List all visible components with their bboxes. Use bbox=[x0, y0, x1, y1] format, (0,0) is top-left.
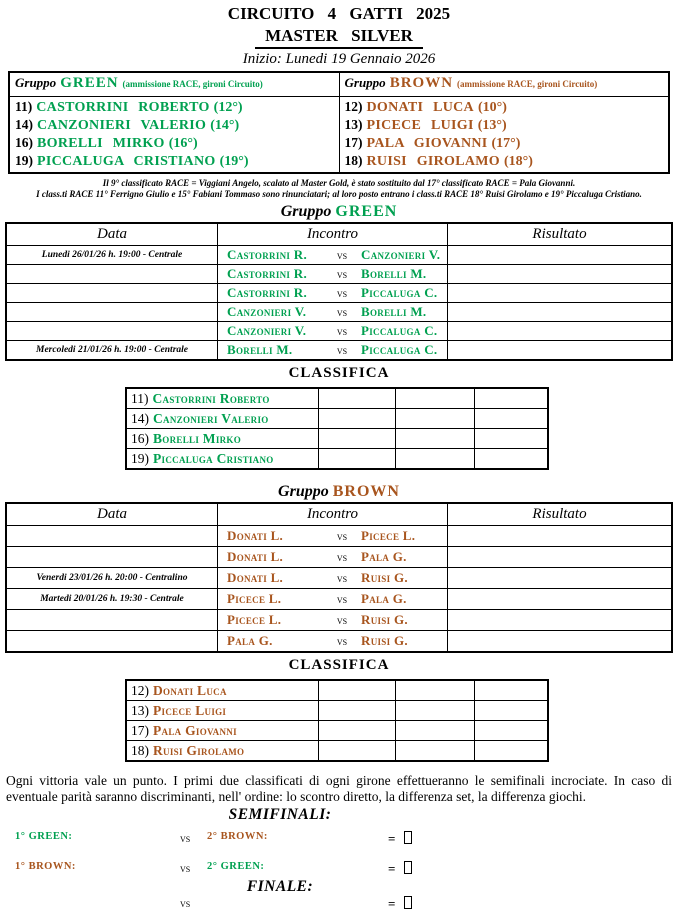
semifinal-slot-right: 2° BROWN: bbox=[207, 831, 268, 842]
brown-match-table bbox=[5, 502, 673, 653]
points-cell bbox=[319, 429, 396, 449]
vs-label: vs bbox=[180, 896, 191, 910]
points-cell bbox=[396, 701, 475, 721]
table-row: 12) Donati Luca bbox=[126, 680, 548, 701]
points-cell bbox=[475, 429, 549, 449]
list-item: 18) RUISI GIROLAMO (18°) bbox=[344, 153, 533, 169]
table-row: 14) Canzonieri Valerio bbox=[126, 409, 548, 429]
group-green-name: GREEN bbox=[60, 75, 119, 91]
group-brown-members bbox=[339, 97, 669, 174]
equals-sign: = bbox=[388, 896, 396, 911]
points-cell bbox=[319, 449, 396, 470]
green-match-table bbox=[5, 222, 673, 361]
table-header-row: Data Incontro Risultato bbox=[6, 503, 672, 526]
table-row: Donati L. vs Pala G. bbox=[6, 547, 672, 568]
table-row: 18) Ruisi Girolamo bbox=[126, 741, 548, 762]
table-row: 19) Piccaluga Cristiano bbox=[126, 449, 548, 470]
points-cell bbox=[396, 449, 475, 470]
group-brown-header bbox=[339, 72, 669, 97]
result-box bbox=[404, 861, 412, 874]
table-row: Martedi 20/01/26 h. 19:30 - Centrale Picece L. vs Pala G. bbox=[6, 589, 672, 610]
result-cell bbox=[448, 284, 673, 303]
table-row: Canzonieri V. vs Borelli M. bbox=[6, 303, 672, 322]
table-row: Canzonieri V. vs Piccaluga C. bbox=[6, 322, 672, 341]
green-classifica-table bbox=[125, 387, 549, 470]
groups-members-row bbox=[9, 97, 669, 174]
points-cell bbox=[319, 409, 396, 429]
table-row: Castorrini R. vs Borelli M. bbox=[6, 265, 672, 284]
brown-classifica-title: CLASSIFICA bbox=[288, 657, 390, 673]
result-box bbox=[404, 831, 412, 844]
group-brown-prefix: Gruppo bbox=[344, 75, 386, 90]
table-row: Mercoledi 21/01/26 h. 19:00 - Centrale Borelli M. vs Piccaluga C. bbox=[6, 341, 672, 361]
semifinal-slot-right: 2° GREEN: bbox=[207, 861, 265, 872]
list-item: 14) CANZONIERI VALERIO (14°) bbox=[15, 117, 240, 133]
points-cell bbox=[396, 409, 475, 429]
group-brown-admission: (ammissione RACE, gironi Circuito) bbox=[457, 79, 598, 89]
rules-paragraph: Ogni vittoria vale un punto. I primi due classificati di ogni girone effettueranno le semifinali incrociate. In caso di eventuale parità saranno discriminanti, nell' ordine: lo scontro diretto, la differenza set, la differenza giochi. bbox=[6, 773, 672, 804]
result-cell bbox=[448, 610, 673, 631]
points-cell bbox=[475, 680, 549, 701]
points-cell bbox=[475, 741, 549, 762]
points-cell bbox=[319, 701, 396, 721]
points-cell bbox=[319, 680, 396, 701]
points-cell bbox=[475, 388, 549, 409]
table-row: Pala G. vs Ruisi G. bbox=[6, 631, 672, 653]
group-green-prefix: Gruppo bbox=[15, 75, 57, 90]
green-classifica-title: CLASSIFICA bbox=[288, 365, 390, 381]
table-row: 11) Castorrini Roberto bbox=[126, 388, 548, 409]
note-line: I class.ti RACE 11° Ferrigno Giulio e 15° Fabiani Tommaso sono rinunciatari; al loro posto entrano i class.ti RACE 18° Ruisi Girolamo e 19° Piccaluga Cristiano. bbox=[36, 189, 642, 199]
note-line: Il 9° classificato RACE = Viggiani Angelo, scalato al Master Gold, è stato sostituito dal 17° classificato RACE = Pala Giovanni. bbox=[102, 178, 576, 188]
table-row: Lunedi 26/01/26 h. 19:00 - Centrale Castorrini R. vs Canzonieri V. bbox=[6, 246, 672, 265]
list-item: 12) DONATI LUCA (10°) bbox=[344, 99, 507, 115]
points-cell bbox=[319, 741, 396, 762]
semifinal-slot-left: 1° GREEN: bbox=[15, 831, 73, 842]
result-cell bbox=[448, 322, 673, 341]
finale-title: FINALE: bbox=[246, 878, 314, 895]
points-cell bbox=[396, 429, 475, 449]
equals-sign: = bbox=[388, 861, 396, 876]
semifinal-row bbox=[0, 861, 678, 875]
table-row: 13) Picece Luigi bbox=[126, 701, 548, 721]
points-cell bbox=[319, 721, 396, 741]
points-cell bbox=[475, 721, 549, 741]
substitution-notes bbox=[0, 178, 678, 200]
brown-classifica-table bbox=[125, 679, 549, 762]
finals-section bbox=[0, 806, 678, 910]
list-item: 17) PALA GIOVANNI (17°) bbox=[344, 135, 521, 151]
points-cell bbox=[475, 701, 549, 721]
green-section-heading: Gruppo GREEN bbox=[280, 203, 398, 220]
result-cell bbox=[448, 265, 673, 284]
result-box bbox=[404, 896, 412, 909]
result-cell bbox=[448, 631, 673, 653]
table-row: Venerdi 23/01/26 h. 20:00 - Centralino Donati L. vs Ruisi G. bbox=[6, 568, 672, 589]
points-cell bbox=[396, 741, 475, 762]
table-header-row: Data Incontro Risultato bbox=[6, 223, 672, 246]
vs-label: vs bbox=[180, 861, 191, 875]
groups-header-row bbox=[9, 72, 669, 97]
result-cell bbox=[448, 547, 673, 568]
result-cell bbox=[448, 246, 673, 265]
groups-table bbox=[8, 71, 670, 174]
list-item: 13) PICECE LUIGI (13°) bbox=[344, 117, 507, 133]
points-cell bbox=[396, 680, 475, 701]
subtitle-wrap bbox=[0, 26, 678, 49]
list-item: 16) BORELLI MIRKO (16°) bbox=[15, 135, 198, 151]
table-row: 16) Borelli Mirko bbox=[126, 429, 548, 449]
group-green-members bbox=[9, 97, 339, 174]
table-row: Castorrini R. vs Piccaluga C. bbox=[6, 284, 672, 303]
list-item: 11) CASTORRINI ROBERTO (12°) bbox=[15, 99, 243, 115]
table-row: Picece L. vs Ruisi G. bbox=[6, 610, 672, 631]
vs-label: vs bbox=[180, 831, 191, 845]
points-cell bbox=[396, 388, 475, 409]
brown-section-heading: Gruppo BROWN bbox=[278, 483, 400, 500]
points-cell bbox=[396, 721, 475, 741]
result-cell bbox=[448, 568, 673, 589]
result-cell bbox=[448, 303, 673, 322]
start-date: Inizio: Lunedi 19 Gennaio 2026 bbox=[242, 51, 436, 67]
subtitle: MASTER SILVER bbox=[255, 26, 423, 49]
table-row: Donati L. vs Picece L. bbox=[6, 526, 672, 547]
points-cell bbox=[475, 449, 549, 470]
equals-sign: = bbox=[388, 831, 396, 846]
semifinali-title: SEMIFINALI: bbox=[228, 806, 332, 823]
result-cell bbox=[448, 526, 673, 547]
page-title: CIRCUITO 4 GATTI 2025 bbox=[227, 4, 451, 23]
list-item: 19) PICCALUGA CRISTIANO (19°) bbox=[15, 153, 249, 169]
semifinal-slot-left: 1° BROWN: bbox=[15, 861, 76, 872]
result-cell bbox=[448, 589, 673, 610]
result-cell bbox=[448, 341, 673, 361]
group-brown-name: BROWN bbox=[389, 75, 454, 91]
table-row: 17) Pala Giovanni bbox=[126, 721, 548, 741]
group-green-admission: (ammissione RACE, gironi Circuito) bbox=[122, 79, 263, 89]
finale-row bbox=[0, 896, 678, 910]
points-cell bbox=[475, 409, 549, 429]
semifinal-row bbox=[0, 831, 678, 845]
group-green-header bbox=[9, 72, 339, 97]
points-cell bbox=[319, 388, 396, 409]
